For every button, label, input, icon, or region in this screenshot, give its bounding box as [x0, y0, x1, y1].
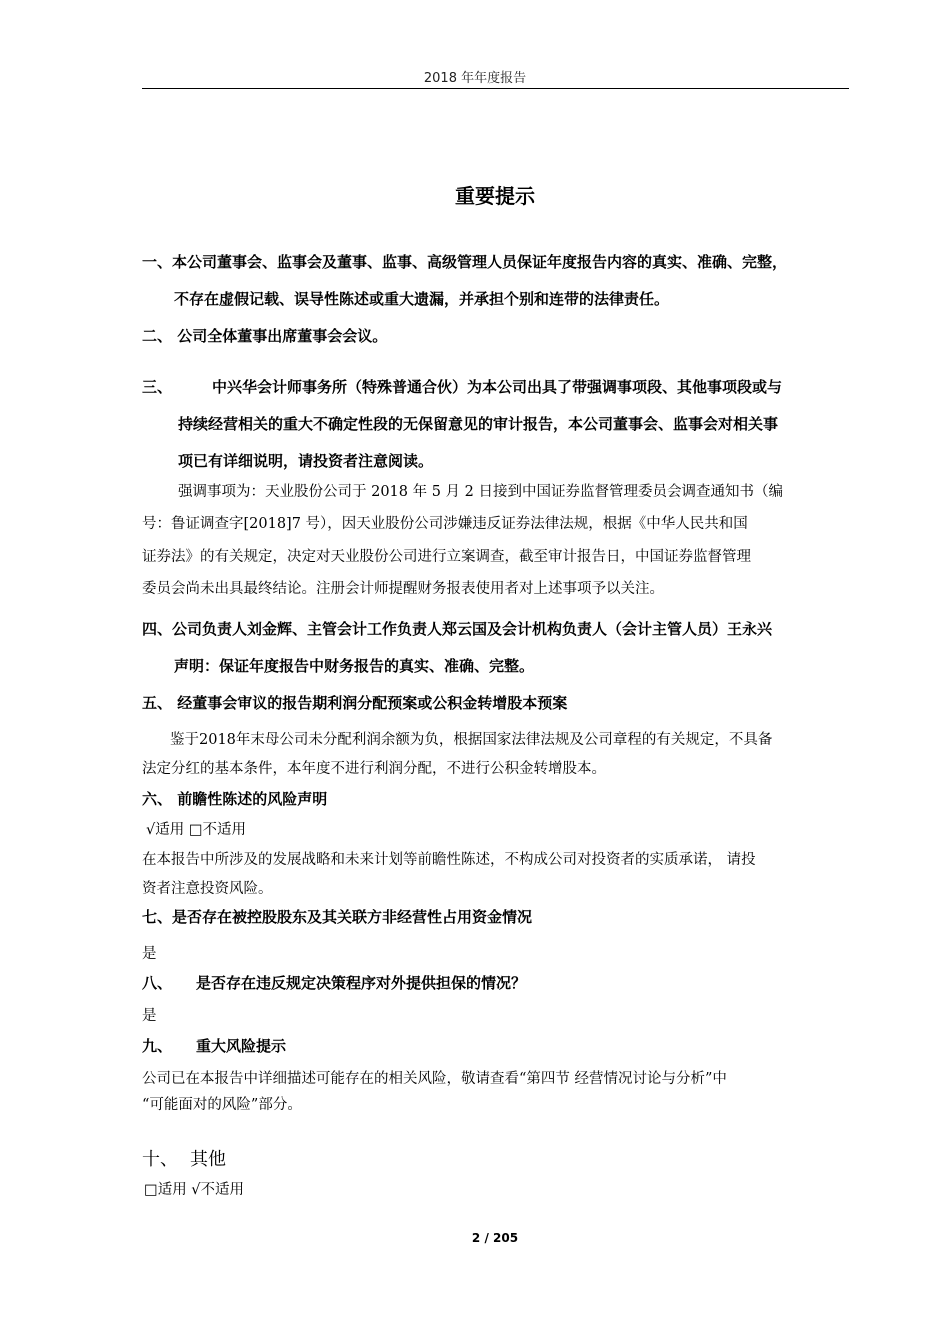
- page-title: 重要提示: [455, 184, 535, 208]
- section-2-line-1: 二、 公司全体董事出席董事会会议。: [142, 327, 388, 345]
- section-1-line-2: 不存在虚假记载、误导性陈述或重大遗漏，并承担个别和连带的法律责任。: [174, 290, 670, 308]
- section-5-para-line-1: 鉴于2018年末母公司未分配利润余额为负，根据国家法律法规及公司章程的有关规定，不具备: [170, 732, 773, 748]
- section-3-line-2: 持续经营相关的重大不确定性段的无保留意见的审计报告，本公司董事会、监事会对相关事: [178, 415, 779, 433]
- section-7-answer: 是: [142, 946, 157, 962]
- header-divider: [142, 88, 849, 89]
- section-9-line-1: 重大风险提示: [196, 1037, 287, 1055]
- section-1-line-1: 一、本公司董事会、监事会及董事、监事、高级管理人员保证年度报告内容的真实、准确、完整，: [142, 253, 788, 271]
- section-9-number: 九、: [142, 1037, 173, 1055]
- section-4-line-1: 四、公司负责人刘金辉、主管会计工作负责人郑云国及会计机构负责人（会计主管人员）王永兴: [142, 620, 773, 638]
- section-7-line-1: 七、是否存在被控股股东及其关联方非经营性占用资金情况: [142, 908, 533, 926]
- section-10-number: 十、: [142, 1149, 178, 1170]
- section-3-para-line-4: 委员会尚未出具最终结论。注册会计师提醒财务报表使用者对上述事项予以关注。: [142, 581, 664, 597]
- page-number: 2 / 205: [471, 1231, 519, 1245]
- section-3-para-line-3: 证券法》的有关规定，决定对天业股份公司进行立案调查，截至审计报告日，中国证券监督管理: [142, 549, 751, 565]
- section-4-line-2: 声明：保证年度报告中财务报告的真实、准确、完整。: [174, 657, 535, 675]
- section-6-line-1: 六、 前瞻性陈述的风险声明: [142, 790, 328, 808]
- section-3-line-3: 项已有详细说明，请投资者注意阅读。: [178, 452, 434, 470]
- section-3-number: 三、: [142, 378, 173, 396]
- section-10-applicability: □适用 √不适用: [144, 1182, 245, 1198]
- section-6-applicability: √适用 □不适用: [146, 822, 247, 838]
- section-8-number: 八、: [142, 974, 173, 992]
- section-5-para-line-2: 法定分红的基本条件，本年度不进行利润分配，不进行公积金转增股本。: [142, 761, 606, 777]
- section-8-line-1: 是否存在违反规定决策程序对外提供担保的情况？: [196, 974, 527, 992]
- section-3-para-line-1: 强调事项为：天业股份公司于 2018 年 5 月 2 日接到中国证券监督管理委员会调查通知书（编: [178, 484, 784, 500]
- section-9-para-line-2: “可能面对的风险”部分。: [142, 1097, 302, 1113]
- section-10-line-1: 其他: [190, 1149, 226, 1170]
- page-header-title: 2018 年年度报告: [423, 71, 527, 86]
- section-6-para-line-1: 在本报告中所涉及的发展战略和未来计划等前瞻性陈述，不构成公司对投资者的实质承诺， 请投: [142, 852, 756, 868]
- section-3-para-line-2: 号：鲁证调查字[2018]7 号），因天业股份公司涉嫌违反证券法律法规，根据《中华人民共和国: [142, 516, 748, 532]
- section-8-answer: 是: [142, 1008, 157, 1024]
- section-5-line-1: 五、 经董事会审议的报告期利润分配预案或公积金转增股本预案: [142, 694, 568, 712]
- section-6-para-line-2: 资者注意投资风险。: [142, 881, 273, 897]
- section-3-line-1: 中兴华会计师事务所（特殊普通合伙）为本公司出具了带强调事项段、其他事项段或与: [212, 378, 783, 396]
- section-9-para-line-1: 公司已在本报告中详细描述可能存在的相关风险，敬请查看“第四节 经营情况讨论与分析”中: [142, 1071, 727, 1087]
